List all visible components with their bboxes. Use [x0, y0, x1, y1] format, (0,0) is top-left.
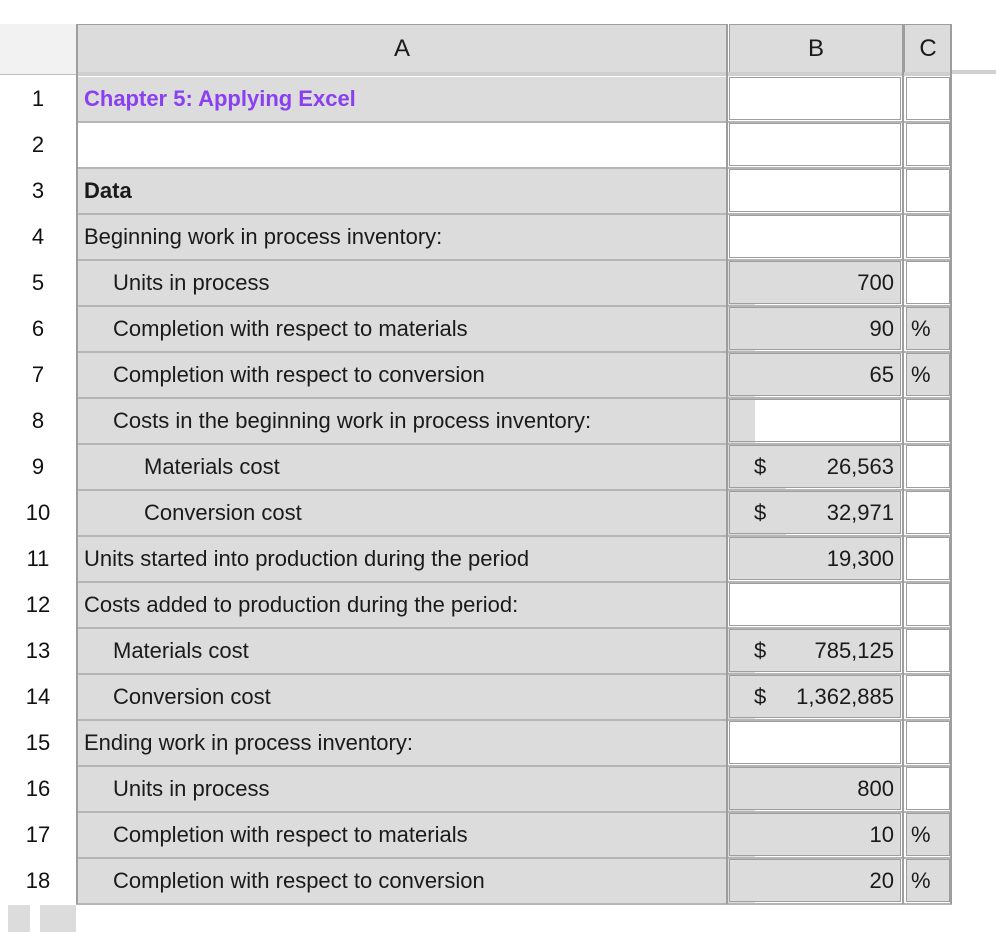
cell-b-value[interactable] [729, 583, 901, 626]
cell-a-label[interactable] [78, 215, 726, 259]
cell-c-unit[interactable] [906, 261, 950, 304]
row-header[interactable]: 10 [25, 500, 51, 525]
table-row [0, 122, 996, 168]
cell-c-text: % [911, 821, 931, 847]
row-header[interactable]: 18 [25, 868, 51, 893]
table-row [0, 858, 996, 904]
table-row [0, 444, 996, 490]
column-gridline [902, 24, 904, 904]
cell-b-number: 1,362,885 [796, 683, 894, 709]
cell-b-value[interactable] [729, 491, 901, 534]
cell-b-value[interactable] [729, 445, 901, 488]
cell-c-unit[interactable] [906, 307, 950, 350]
table-row [0, 398, 996, 444]
cell-b-value[interactable] [729, 629, 901, 672]
cell-a-text: Materials cost [144, 454, 280, 479]
cell-a-label[interactable] [78, 629, 755, 673]
cell-a-text: Units in process [113, 270, 270, 295]
cell-c-text: % [911, 867, 931, 893]
cell-c-text: % [911, 315, 931, 341]
cell-b-value[interactable] [729, 215, 901, 258]
cell-c-unit[interactable] [906, 491, 950, 534]
cell-b-number: 785,125 [814, 637, 894, 663]
column-header-c[interactable]: C [904, 24, 952, 74]
cell-a-text: Conversion cost [113, 684, 271, 709]
table-row [0, 536, 996, 582]
header-divider-tail [952, 70, 996, 74]
cell-c-unit[interactable] [906, 859, 950, 902]
cell-a-text: Costs in the beginning work in process inventory: [113, 408, 592, 433]
table-row [0, 766, 996, 812]
cell-b-value[interactable] [729, 767, 901, 810]
currency-symbol: $ [754, 683, 767, 709]
column-gridline [950, 24, 952, 904]
table-row [0, 76, 996, 122]
cell-a-label[interactable] [78, 307, 755, 351]
row-header[interactable]: 12 [25, 592, 51, 617]
cell-a-text: Completion with respect to conversion [113, 362, 485, 387]
cell-a-label[interactable] [78, 123, 726, 167]
cell-b-number: 700 [857, 269, 894, 295]
cell-b-number: 32,971 [826, 499, 894, 525]
cell-b-value[interactable] [729, 307, 901, 350]
cell-a-label[interactable] [78, 583, 726, 627]
cell-a-text: Ending work in process inventory: [84, 730, 413, 755]
cell-a-text: Units in process [113, 776, 270, 801]
cell-b-value[interactable] [729, 537, 901, 580]
row-header[interactable]: 16 [25, 776, 51, 801]
cell-a-label[interactable] [78, 813, 755, 857]
row-header[interactable]: 17 [25, 822, 51, 847]
table-row [0, 168, 996, 214]
cell-c-unit[interactable] [906, 537, 950, 580]
cell-a-text: Completion with respect to materials [113, 822, 468, 847]
cell-a-text: Costs added to production during the period: [84, 592, 519, 617]
cell-a-text: Beginning work in process inventory: [84, 224, 443, 249]
table-row [0, 490, 996, 536]
row-header[interactable]: 9 [31, 454, 45, 479]
currency-symbol: $ [754, 499, 767, 525]
cell-b-value[interactable] [729, 123, 901, 166]
currency-symbol: $ [754, 637, 767, 663]
row-header[interactable]: 11 [26, 546, 50, 571]
cell-b-number: 10 [869, 821, 894, 847]
cell-c-unit[interactable] [906, 399, 950, 442]
cell-b-value[interactable] [729, 169, 901, 212]
column-header-b[interactable]: B [729, 24, 903, 74]
table-row [0, 812, 996, 858]
row-gridline [76, 903, 952, 905]
cell-b-value[interactable] [729, 675, 901, 718]
cell-b-value[interactable] [729, 859, 901, 902]
cell-b-value[interactable] [729, 399, 901, 442]
column-gridline [76, 24, 78, 904]
currency-symbol: $ [754, 453, 767, 479]
cell-a-text: Materials cost [113, 638, 249, 663]
cell-a-text: Units started into production during the period [84, 546, 530, 571]
table-row [0, 674, 996, 720]
cell-b-number: 20 [869, 867, 894, 893]
cell-a-label[interactable] [78, 353, 755, 397]
cell-c-text: % [911, 361, 931, 387]
table-row [0, 306, 996, 352]
cell-b-number: 26,563 [826, 453, 894, 479]
column-header-a[interactable]: A [76, 24, 728, 74]
cell-a-label[interactable] [78, 77, 726, 121]
row-header[interactable]: 1 [31, 86, 45, 111]
column-gridline [726, 24, 728, 904]
cell-c-unit[interactable] [906, 445, 950, 488]
table-row [0, 260, 996, 306]
row-header[interactable]: 3 [31, 178, 45, 203]
cell-a-label[interactable] [78, 537, 726, 581]
cell-b-value[interactable] [729, 77, 901, 120]
row-header[interactable]: 6 [31, 316, 45, 341]
cell-a-label[interactable] [78, 675, 755, 719]
cell-a-text: Data [84, 178, 132, 203]
cell-a-label[interactable] [78, 491, 786, 535]
cell-a-label[interactable] [78, 721, 726, 765]
cell-a-label[interactable] [78, 767, 755, 811]
cell-c-unit[interactable] [906, 813, 950, 856]
cell-b-number: 65 [869, 361, 894, 387]
cell-a-label[interactable] [78, 261, 755, 305]
cell-c-unit[interactable] [906, 583, 950, 626]
cell-a-text: Conversion cost [144, 500, 302, 525]
cell-b-number: 800 [857, 775, 894, 801]
row-header[interactable]: 5 [31, 270, 45, 295]
cell-c-unit[interactable] [906, 767, 950, 810]
cell-a-label[interactable] [78, 445, 786, 489]
cell-a-label[interactable] [78, 169, 726, 213]
row-header[interactable]: 14 [25, 684, 51, 709]
cell-c-unit[interactable] [906, 123, 950, 166]
table-row [0, 352, 996, 398]
cell-c-unit[interactable] [906, 675, 950, 718]
row-header[interactable]: 13 [25, 638, 51, 663]
cell-a-label[interactable] [78, 399, 755, 443]
table-row [0, 214, 996, 260]
cell-b-number: 19,300 [826, 545, 894, 571]
cell-b-value[interactable] [729, 353, 901, 396]
row-header[interactable]: 4 [31, 224, 45, 249]
row-header[interactable]: 7 [31, 362, 45, 387]
cell-a-text: Completion with respect to materials [113, 316, 468, 341]
row-header[interactable]: 2 [31, 132, 45, 157]
table-row [0, 582, 996, 628]
footer-stub-gap [30, 905, 40, 932]
cell-b-value[interactable] [729, 721, 901, 764]
cell-b-value[interactable] [729, 813, 901, 856]
cell-c-unit[interactable] [906, 77, 950, 120]
cell-a-text: Completion with respect to conversion [113, 868, 485, 893]
cell-c-unit[interactable] [906, 721, 950, 764]
cell-c-unit[interactable] [906, 353, 950, 396]
cell-c-unit[interactable] [906, 169, 950, 212]
cell-c-unit[interactable] [906, 215, 950, 258]
table-row [0, 720, 996, 766]
cell-a-label[interactable] [78, 859, 755, 903]
cell-a-text: Chapter 5: Applying Excel [84, 86, 356, 111]
row-header[interactable]: 8 [31, 408, 45, 433]
cell-b-value[interactable] [729, 261, 901, 304]
row-header[interactable]: 15 [25, 730, 51, 755]
select-all-corner[interactable] [0, 24, 76, 75]
table-row [0, 628, 996, 674]
cell-c-unit[interactable] [906, 629, 950, 672]
footer-stub [8, 905, 76, 932]
cell-b-number: 90 [869, 315, 894, 341]
